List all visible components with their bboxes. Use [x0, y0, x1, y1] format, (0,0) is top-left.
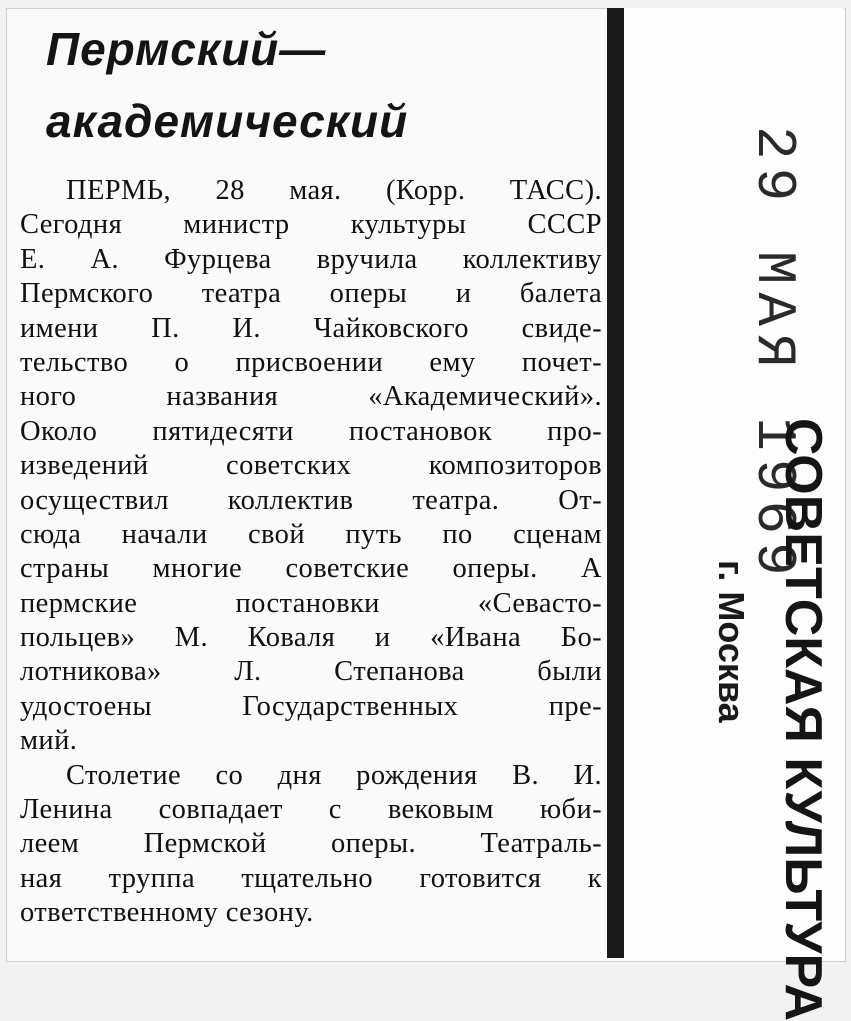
body-line: Столетие со дня рождения В. И. [66, 759, 602, 791]
body-line: Ленина совпадает с вековым юби- [20, 794, 602, 826]
article-body [20, 174, 602, 931]
body-line: сюда начали свой путь по сценам [20, 518, 602, 550]
body-line: тельство о присвоении ему почет- [20, 346, 602, 378]
body-line: лотникова» Л. Степанова были [20, 656, 602, 688]
column-rule [607, 8, 624, 958]
body-line: леем Пермской оперы. Театраль- [20, 828, 602, 860]
body-line: страны многие советские оперы. А [20, 553, 602, 585]
body-line: ная труппа тщательно готовится к [20, 862, 602, 894]
body-line: мий. [20, 725, 78, 757]
body-line: пермские постановки «Севасто- [20, 587, 602, 619]
body-line: ного названия «Академический». [20, 381, 602, 413]
body-line: имени П. И. Чайковского свиде- [20, 312, 602, 344]
body-line: осуществил коллектив театра. От- [20, 484, 602, 516]
body-line: ПЕРМЬ, 28 мая. (Корр. ТАСС). [66, 175, 602, 206]
headline-line-1: Пермский— [46, 23, 327, 75]
body-line: Пермского театра оперы и балета [20, 278, 602, 310]
headline-line-2: академический [46, 95, 409, 147]
body-line: удостоены Государственных пре- [20, 690, 602, 722]
body-line: изведений советских композиторов [20, 450, 602, 482]
newspaper-name-stamp: СОВЕТСКАЯ КУЛЬТУРА [774, 418, 832, 1021]
body-line: Около пятидесяти постановок про- [20, 415, 602, 447]
body-line: ответственному сезону. [20, 897, 314, 929]
newspaper-city-stamp: г. Москва [711, 560, 752, 723]
date-stamp: 29 МАЯ 1969 [742, 126, 806, 584]
body-line: Е. А. Фурцева вручила коллективу [20, 243, 602, 275]
body-line: Сегодня министр культуры СССР [20, 209, 602, 241]
body-line: польцев» М. Коваля и «Ивана Бо- [20, 622, 602, 654]
article [12, 8, 602, 953]
